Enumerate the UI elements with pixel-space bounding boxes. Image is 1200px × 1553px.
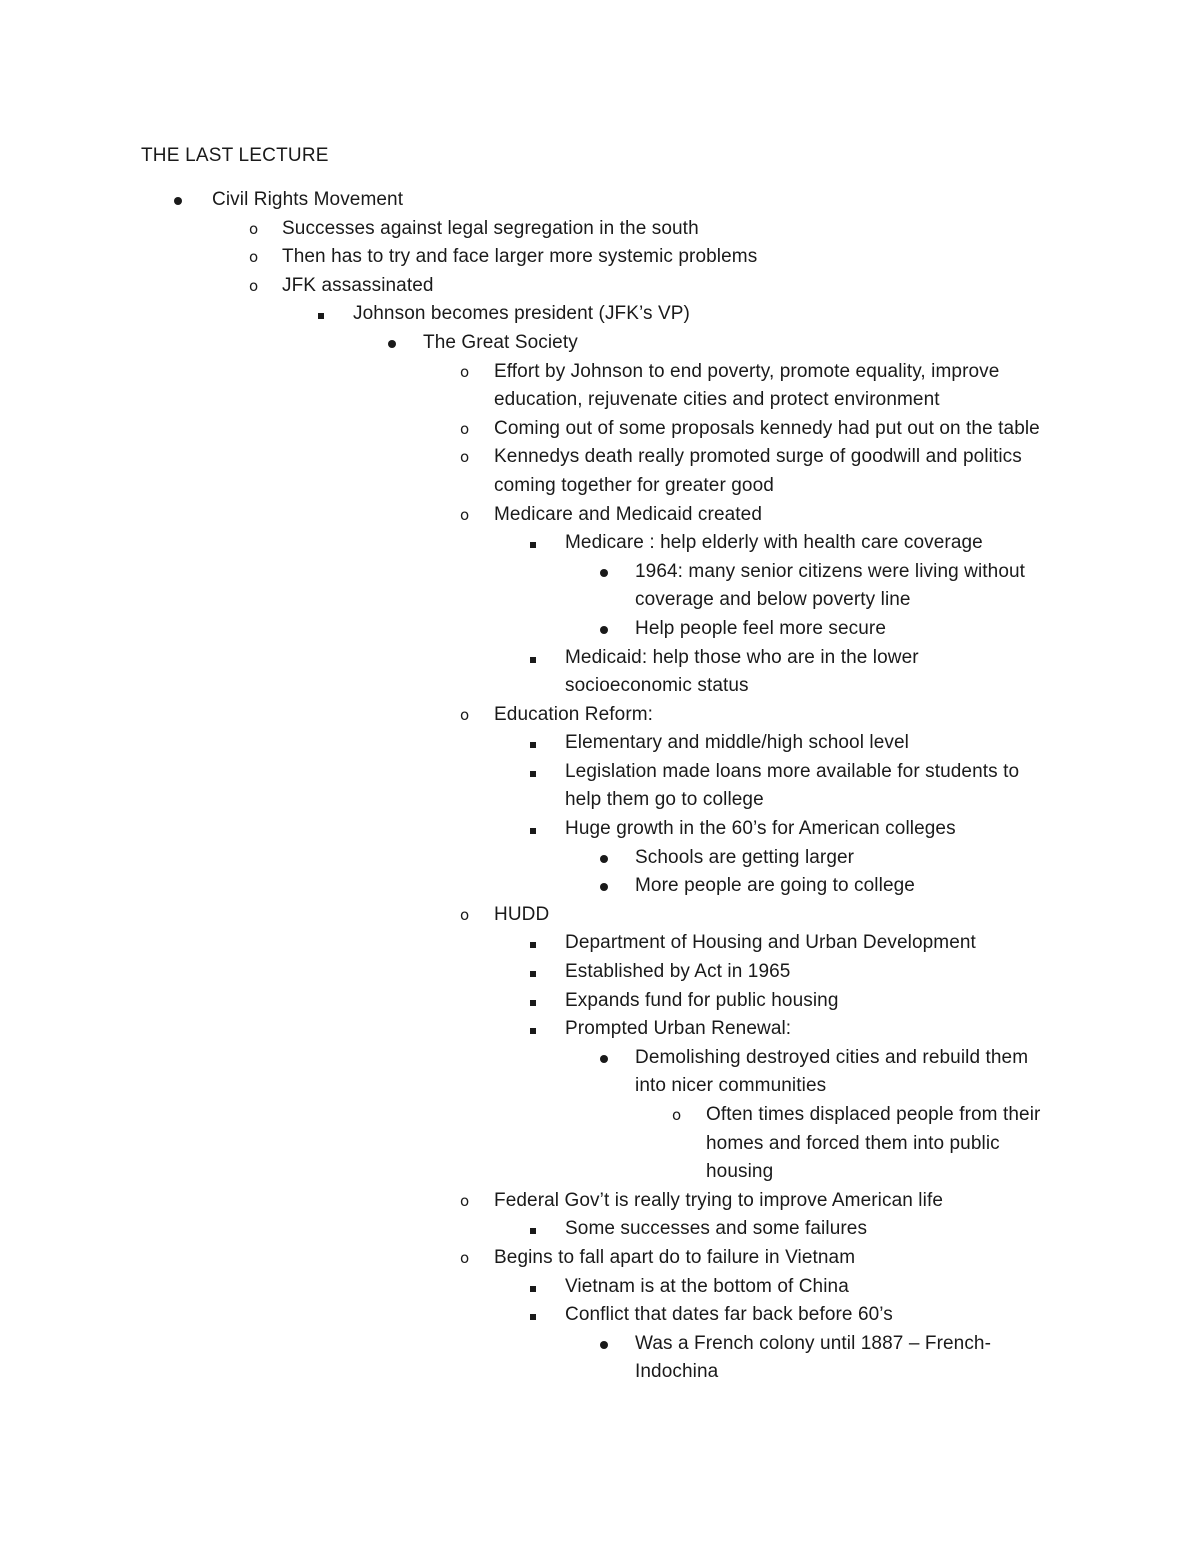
- outline-item-text: Expands fund for public housing: [565, 989, 839, 1011]
- outline-item-text: Kennedys death really promoted surge of goodwill and politics coming together for greater good: [494, 446, 1022, 496]
- outline-item-level-6: [0, 729, 1200, 758]
- outline-item-text: Was a French colony until 1887 – French-Indochina: [635, 1332, 992, 1383]
- bullet-disc-icon: [174, 186, 194, 215]
- bullet-disc-icon: [388, 329, 408, 358]
- outline-item-level-5: [0, 701, 1200, 730]
- outline-item-text: The Great Society: [423, 331, 578, 353]
- outline-item-level-6: [0, 644, 1200, 701]
- bullet-disc-icon: [600, 1044, 620, 1073]
- bullet-square-icon: [530, 987, 550, 1016]
- outline-item-level-6: [0, 1301, 1200, 1330]
- outline-item-text: Schools are getting larger: [635, 846, 855, 868]
- outline-item-level-5: [0, 358, 1200, 415]
- bullet-square-icon: [318, 300, 338, 329]
- outline-item-level-6: [0, 987, 1200, 1016]
- outline-item-text: Then has to try and face larger more systemic problems: [282, 246, 758, 268]
- outline-item-text: Some successes and some failures: [565, 1218, 868, 1240]
- bullet-disc-icon: [600, 844, 620, 873]
- bullet-disc-icon: [600, 558, 620, 587]
- bullet-circle-icon: o: [460, 448, 470, 467]
- outline-item-level-2: [0, 243, 1200, 272]
- document-title: THE LAST LECTURE: [141, 145, 329, 166]
- outline-item-level-6: [0, 1215, 1200, 1244]
- bullet-disc-icon: [600, 1330, 620, 1359]
- outline-item-level-2: [0, 272, 1200, 301]
- outline-item-text: Help people feel more secure: [635, 617, 886, 639]
- outline-item-text: Conflict that dates far back before 60’s: [565, 1304, 893, 1326]
- bullet-circle-icon: o: [249, 219, 259, 238]
- outline-item-text: Established by Act in 1965: [565, 961, 791, 983]
- outline-item-text: Prompted Urban Renewal:: [565, 1018, 792, 1040]
- bullet-square-icon: [530, 644, 550, 673]
- bullet-square-icon: [530, 929, 550, 958]
- outline-item-level-5: [0, 415, 1200, 444]
- outline-item-level-5: [0, 501, 1200, 530]
- bullet-square-icon: [530, 1015, 550, 1044]
- bullet-square-icon: [530, 529, 550, 558]
- outline-item-text: Huge growth in the 60’s for American colleges: [565, 818, 956, 840]
- bullet-circle-icon: o: [460, 705, 470, 724]
- bullet-circle-icon: o: [460, 1248, 470, 1267]
- bullet-disc-icon: [600, 615, 620, 644]
- outline-item-level-6: [0, 529, 1200, 558]
- outline-item-level-1: [0, 186, 1200, 215]
- outline-item-text: Civil Rights Movement: [212, 189, 404, 210]
- bullet-circle-icon: o: [460, 419, 470, 438]
- outline-item-text: HUDD: [494, 903, 550, 925]
- bullet-circle-icon: o: [460, 505, 470, 524]
- outline-item-text: Medicaid: help those who are in the lower socioeconomic status: [565, 646, 919, 697]
- outline-item-text: Johnson becomes president (JFK’s VP): [353, 303, 690, 325]
- outline-item-text: Medicare and Medicaid created: [494, 503, 762, 525]
- bullet-square-icon: [530, 1273, 550, 1302]
- outline-item-level-5: [0, 901, 1200, 930]
- outline-item-level-7: [0, 558, 1200, 615]
- outline-item-text: Demolishing destroyed cities and rebuild them into nicer communities: [635, 1046, 1029, 1097]
- bullet-circle-icon: o: [249, 276, 259, 295]
- outline-item-level-7: [0, 1044, 1200, 1101]
- bullet-disc-icon: [600, 872, 620, 901]
- outline-item-level-6: [0, 1273, 1200, 1302]
- bullet-square-icon: [530, 958, 550, 987]
- outline-item-level-4: [0, 329, 1200, 358]
- bullet-circle-icon: o: [672, 1106, 682, 1124]
- outline-item-text: Department of Housing and Urban Development: [565, 932, 976, 954]
- outline-item-text: More people are going to college: [635, 875, 915, 897]
- outline-item-text: Effort by Johnson to end poverty, promote equality, improve education, rejuvenate cities and protect environment: [494, 360, 1000, 411]
- outline-item-text: JFK assassinated: [282, 274, 434, 296]
- outline-item-level-3: [0, 300, 1200, 329]
- outline-item-level-6: [0, 758, 1200, 815]
- bullet-square-icon: [530, 1215, 550, 1244]
- bullet-square-icon: [530, 758, 550, 787]
- outline-item-level-5: [0, 1187, 1200, 1216]
- outline-item-text: Coming out of some proposals kennedy had put out on the table: [494, 417, 1040, 439]
- outline-list: [0, 186, 1200, 1387]
- outline-item-text: Begins to fall apart do to failure in Vietnam: [494, 1246, 856, 1268]
- outline-item-text: Education Reform:: [494, 703, 654, 725]
- outline-item-text: Legislation made loans more available for students to help them go to college: [565, 760, 1020, 811]
- outline-item-level-7: [0, 615, 1200, 644]
- bullet-circle-icon: o: [460, 362, 470, 381]
- outline-item-text: Medicare : help elderly with health care coverage: [565, 532, 983, 554]
- outline-item-level-2: [0, 215, 1200, 244]
- outline-item-level-6: [0, 1015, 1200, 1044]
- outline-item-level-7: [0, 872, 1200, 901]
- bullet-square-icon: [530, 729, 550, 758]
- bullet-circle-icon: o: [460, 905, 470, 924]
- outline-item-level-7: [0, 1330, 1200, 1387]
- outline-item-level-8: [0, 1101, 1200, 1187]
- outline-item-level-6: [0, 929, 1200, 958]
- outline-item-text: 1964: many senior citizens were living without coverage and below poverty line: [635, 560, 1026, 611]
- outline-item-level-6: [0, 815, 1200, 844]
- bullet-circle-icon: o: [460, 1191, 470, 1210]
- outline-item-text: Elementary and middle/high school level: [565, 732, 909, 754]
- bullet-square-icon: [530, 815, 550, 844]
- outline-item-level-7: [0, 844, 1200, 873]
- outline-item-level-6: [0, 958, 1200, 987]
- outline-item-level-5: [0, 443, 1200, 500]
- outline-item-level-5: [0, 1244, 1200, 1273]
- outline-item-text: Vietnam is at the bottom of China: [565, 1275, 849, 1297]
- bullet-circle-icon: o: [249, 248, 259, 267]
- bullet-square-icon: [530, 1301, 550, 1330]
- outline-item-text: Often times displaced people from their homes and forced them into public housing: [706, 1104, 1041, 1183]
- outline-item-text: Successes against legal segregation in the south: [282, 217, 699, 239]
- outline-item-text: Federal Gov’t is really trying to improve American life: [494, 1189, 943, 1211]
